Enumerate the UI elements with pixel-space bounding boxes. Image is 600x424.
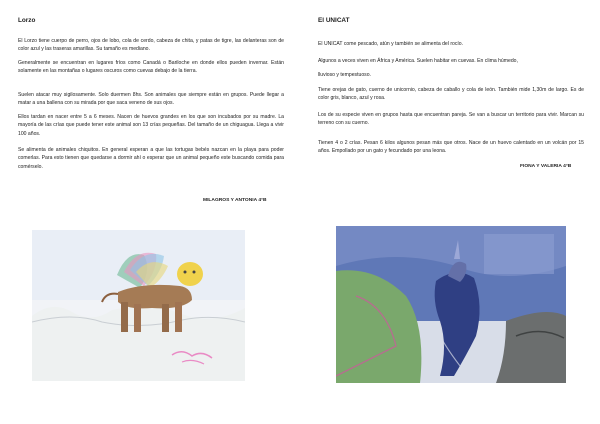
paragraph: lluvioso y tempestuoso. [318, 72, 371, 78]
paragraph: Generalmente se encuentran en lugares fríos como Canadá o Bariloche en donde ellos pueden invernar. Están solamente en las montañas o lugares oscuros como cuevas debajo de la tierra. [18, 60, 284, 75]
paragraph: Tiene orejas de gato, cuerno de unicornio, cabeza de caballo y cola de león. También mide 1,30m de largo. Es de color gris, blanco, azul y rosa. [318, 87, 584, 102]
paragraph: El Lorzo tiene cuerpo de perro, ojos de lobo, cola de cerdo, cabeza de chita, y patas de tigre, las delanteras son de color azul y las traseras amarillas. Su tamaño es mediano. [18, 38, 284, 53]
signature: FIONA Y VALERIA 4°B [520, 164, 572, 169]
unicat-drawing [336, 226, 566, 383]
article-title: El UNICAT [318, 17, 350, 24]
article-title: Lorzo [18, 17, 36, 24]
paragraph: Los de su especie viven en grupos hasta que encuentran pareja. Se van a buscar un territorio para vivir. Marcan su terreno con su cuerno. [318, 112, 584, 127]
paragraph: Suelen atacar muy sigilosamente. Solo duermen 8hs. Son animales que siempre están en grupos. Puede llegar a matar a una ballena con su mirada por que saca veneno de sus ojos. [18, 92, 284, 107]
paragraph: El UNICAT come pescado, atún y también se alimenta del rocío. [318, 41, 464, 47]
paragraph: Tienen 4 o 2 crías. Pesan 6 kilos algunos pesan más que otros. Nace de un huevo calentado en un volcán por 15 años. Empollado por un gato y fecundado por una leona. [318, 140, 584, 155]
paragraph: Se alimenta de animales chiquitos. En general esperan a que las tortugas bebés nazcan en la playa para poder comerlas. Para esto tienen que quedarse a dormir ahí o esperar que un animal pequeño este buscando comida para comérselo. [18, 147, 284, 170]
signature: MILAGROS Y ANTONIA 4°B [203, 198, 267, 203]
paragraph: Ellos tardan en nacer entre 5 a 6 meses. Nacen de huevos grandes en los que son incubados por su madre. La mayoría de las crías que puede tener este animal son 13 crías pequeñas. Del tamaño de un chiguagua. Llega a vivir 100 años. [18, 114, 284, 137]
paragraph: Algunos a veces viven en África y América. Suelen habitar en cuevas. En clima húmedo, [318, 58, 518, 64]
lorzo-drawing [32, 230, 245, 381]
